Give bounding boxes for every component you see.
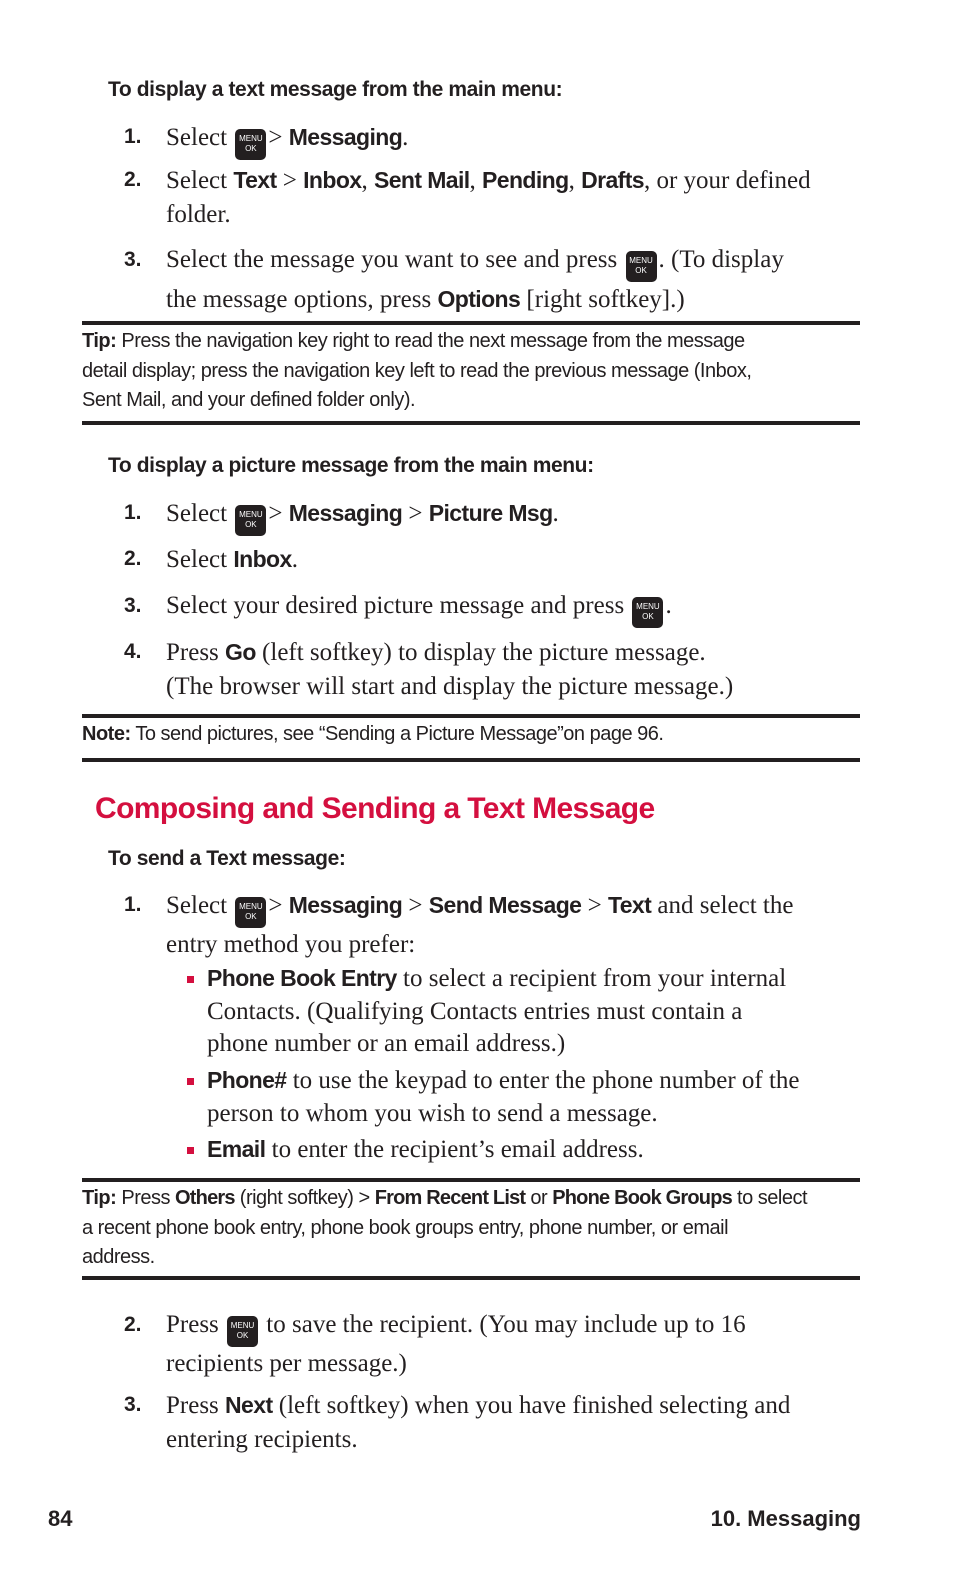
step-text: , (361, 167, 368, 194)
keyword: Messaging (288, 124, 403, 150)
bullet-item (207, 1064, 857, 1130)
bullet-item (207, 962, 857, 1061)
keyword: Inbox (233, 546, 292, 572)
bullet-text: Contacts. (Qualifying Contacts entries must contain a (207, 997, 743, 1025)
tip-box (82, 1184, 862, 1273)
page-number: 84 (48, 1506, 73, 1531)
step-text: , (568, 167, 575, 194)
step-number: 3. (124, 1393, 142, 1416)
bullet-square-icon (187, 1078, 194, 1085)
step-text: > (587, 892, 602, 919)
menu-ok-key-icon: MENU OK (626, 251, 657, 282)
step-number: 2. (124, 1313, 142, 1336)
bullet-item (207, 1133, 857, 1167)
keyword: Messaging (288, 892, 403, 918)
bullet-square-icon (187, 976, 194, 983)
keyword: Others (175, 1187, 235, 1209)
step-number: 3. (124, 248, 142, 271)
section-heading: To display a picture message from the main menu: (108, 454, 594, 477)
menu-ok-key-icon: MENU OK (227, 1316, 258, 1347)
section-heading: To send a Text message: (108, 847, 346, 870)
step-text: > (282, 167, 297, 194)
bullet-square-icon (187, 1147, 194, 1154)
step-4 (124, 635, 856, 704)
tip-top-rule (82, 321, 860, 325)
menu-ok-key-icon: MENU OK (632, 597, 663, 628)
keyword: Next (225, 1392, 273, 1418)
section-heading: To display a text message from the main menu: (108, 78, 563, 101)
step-text: entering recipients. (166, 1426, 358, 1453)
tip-text: detail display; press the navigation key left to read the previous message (Inbox, (82, 359, 752, 382)
keyword: Phone# (207, 1067, 287, 1093)
step-1 (124, 120, 409, 160)
note-text: To send pictures, see “Sending a Picture Message”on page 96. (135, 723, 664, 745)
keyword: Email (207, 1136, 266, 1162)
note-label: Note: (82, 723, 131, 745)
step-number: 3. (124, 594, 142, 617)
step-text: > (268, 892, 283, 919)
tip-top-rule (82, 1178, 860, 1182)
tip-bottom-rule (82, 421, 860, 425)
tip-label: Tip: (82, 330, 117, 352)
bullet-text: to enter the recipient’s email address. (271, 1136, 644, 1163)
step-number: 1. (124, 501, 142, 524)
keyword: Phone Book Entry (207, 965, 397, 991)
step-text: Select (166, 892, 228, 919)
step-text: . (402, 124, 409, 151)
chapter-title: 10. Messaging (710, 1506, 861, 1531)
step-3 (124, 243, 856, 317)
step-text: Select (166, 500, 228, 527)
keyword: Inbox (303, 167, 362, 193)
keyword: Pending (482, 167, 569, 193)
step-text: (left softkey) to display the picture message. (262, 639, 706, 666)
step-text: recipients per message.) (166, 1350, 407, 1377)
keyword: Text (607, 892, 652, 918)
step-text: Select (166, 124, 228, 151)
step-3 (124, 1388, 856, 1457)
step-text: Select (166, 546, 228, 573)
tip-text: a recent phone book entry, phone book groups entry, phone number, or email (82, 1216, 729, 1239)
tip-box (82, 327, 862, 416)
step-text: to save the recipient. (You may include up to 16 (266, 1311, 746, 1338)
keyword: Phone Book Groups (552, 1187, 732, 1209)
keyword: Send Message (428, 892, 582, 918)
menu-ok-key-icon: MENU OK (235, 505, 266, 536)
step-text: > (268, 124, 283, 151)
step-text: entry method you prefer: (166, 931, 416, 958)
bullet-text: phone number or an email address.) (207, 1030, 566, 1057)
step-text: > (268, 500, 283, 527)
tip-text: or (530, 1187, 548, 1209)
bullet-text: person to whom you wish to send a message. (207, 1099, 658, 1127)
step-text: (The browser will start and display the picture message.) (166, 673, 734, 700)
tip-text: Press (121, 1187, 170, 1209)
note-bottom-rule (82, 758, 860, 762)
step-text: [right softkey].) (526, 286, 685, 313)
keyword: Go (225, 639, 256, 665)
step-number: 1. (124, 893, 142, 916)
step-3 (124, 589, 672, 628)
step-text: . (665, 592, 672, 619)
keyword: Options (437, 286, 521, 312)
step-text: Select the message you want to see and press (166, 246, 618, 273)
note-box (82, 720, 862, 750)
menu-ok-key-icon: MENU OK (235, 897, 266, 928)
step-2 (124, 163, 856, 232)
step-text: , (469, 167, 476, 194)
step-text: Select (166, 167, 228, 194)
step-text: Press (166, 1311, 219, 1338)
step-text: > (408, 500, 423, 527)
keyword: From Recent List (374, 1187, 526, 1209)
step-text: . (291, 546, 298, 573)
step-number: 2. (124, 547, 142, 570)
step-2 (124, 1308, 856, 1381)
tip-bottom-rule (82, 1276, 860, 1280)
keyword: Sent Mail (373, 167, 470, 193)
step-2 (124, 542, 298, 577)
step-text: Select your desired picture message and press (166, 592, 625, 619)
step-1 (124, 888, 856, 962)
step-text: Press (166, 639, 219, 666)
step-text: . (To display (658, 246, 784, 273)
tip-text: address. (82, 1246, 155, 1268)
step-number: 2. (124, 168, 142, 191)
step-text: , or your defined (643, 167, 811, 194)
tip-text: to select (737, 1187, 808, 1209)
tip-text: (right softkey) > (239, 1187, 370, 1209)
step-text: (left softkey) when you have finished selecting and (278, 1392, 791, 1419)
step-text: folder. (166, 201, 231, 228)
bullet-text: to use the keypad to enter the phone number of the (292, 1067, 800, 1094)
keyword: Messaging (288, 500, 403, 526)
keyword: Drafts (581, 167, 644, 193)
keyword: Picture Msg (428, 500, 553, 526)
note-top-rule (82, 714, 860, 718)
tip-text: Sent Mail, and your defined folder only). (82, 389, 416, 411)
step-text: the message options, press (166, 286, 432, 313)
step-number: 1. (124, 125, 142, 148)
step-text: . (552, 500, 559, 527)
tip-text: Press the navigation key right to read the next message from the message (121, 330, 745, 352)
keyword: Text (233, 167, 277, 193)
tip-label: Tip: (82, 1187, 117, 1209)
bullet-text: to select a recipient from your internal (403, 965, 787, 992)
step-text: Press (166, 1392, 219, 1419)
step-text: > (408, 892, 423, 919)
step-number: 4. (124, 640, 142, 663)
step-1 (124, 496, 559, 536)
menu-ok-key-icon: MENU OK (235, 129, 266, 160)
step-text: and select the (657, 892, 794, 919)
section-title: Composing and Sending a Text Message (95, 792, 655, 825)
